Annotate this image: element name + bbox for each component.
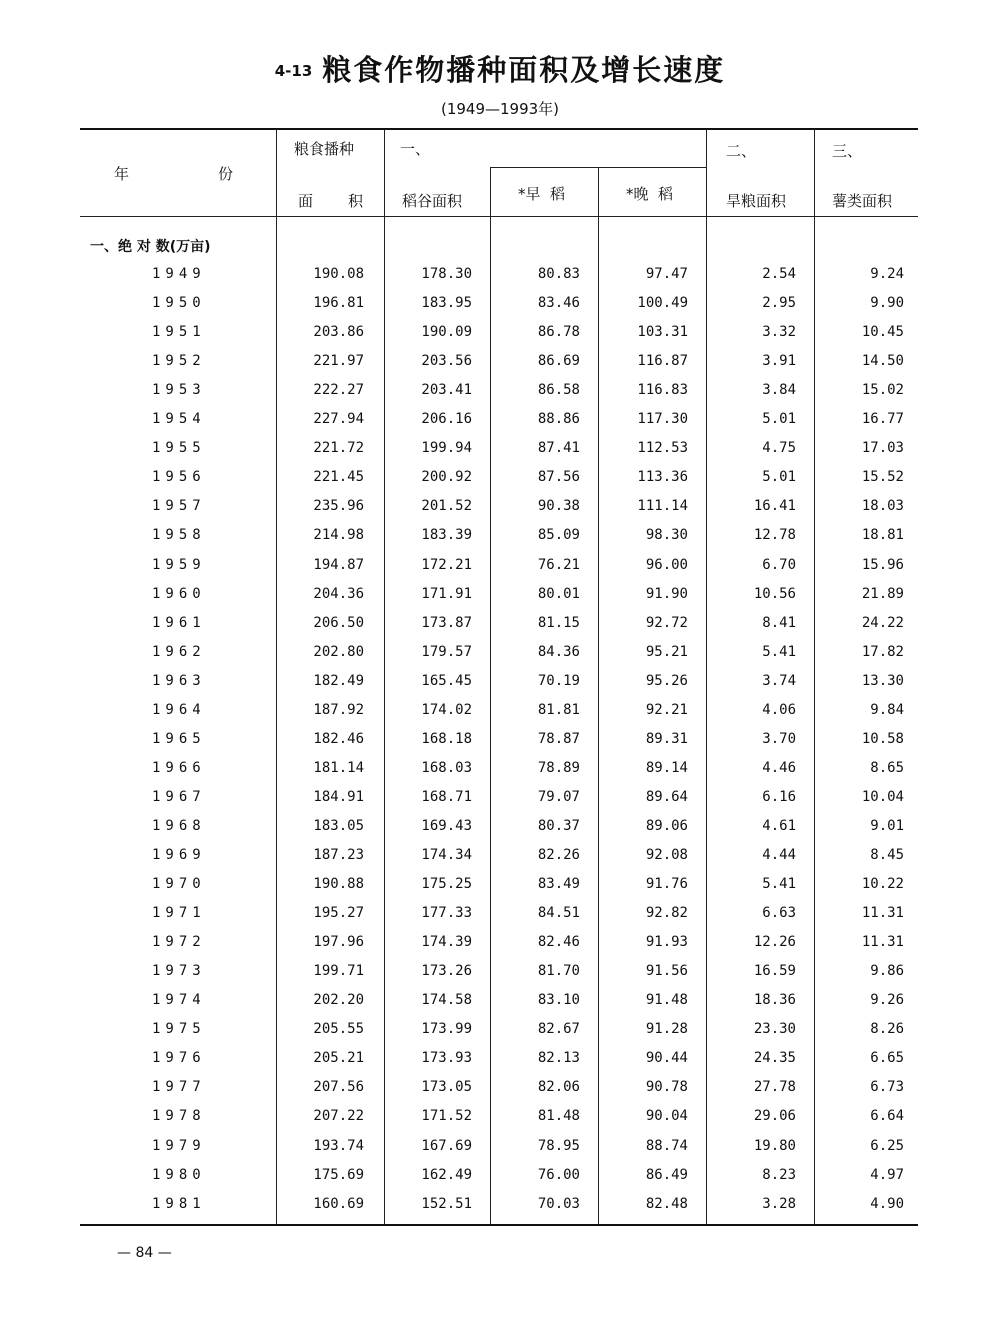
cell-rice: 190.09 — [421, 324, 472, 341]
header-group-2: 二、 — [726, 142, 757, 160]
cell-year: 1974 — [152, 992, 206, 1009]
cell-late: 89.14 — [645, 759, 688, 776]
table-row — [0, 295, 1000, 324]
cell-late: 92.21 — [645, 701, 688, 718]
cell-early: 87.56 — [537, 469, 580, 486]
header-bottom-line — [80, 216, 918, 217]
cell-rice: 174.39 — [421, 934, 472, 951]
cell-rice: 168.18 — [421, 730, 472, 747]
cell-rice: 173.99 — [421, 1021, 472, 1038]
cell-early: 82.06 — [537, 1079, 580, 1096]
cell-early: 82.26 — [537, 847, 580, 863]
table-row — [0, 789, 1000, 818]
cell-year: 1951 — [152, 324, 206, 341]
cell-grain: 182.46 — [313, 730, 364, 747]
cell-late: 98.30 — [645, 527, 688, 544]
cell-year: 1976 — [152, 1050, 206, 1067]
cell-rice: 203.56 — [421, 353, 472, 370]
cell-tuber: 9.24 — [870, 266, 904, 282]
cell-grain: 197.96 — [313, 934, 364, 951]
cell-tuber: 4.97 — [870, 1166, 904, 1183]
cell-year: 1963 — [152, 672, 206, 689]
cell-early: 82.13 — [537, 1050, 580, 1067]
cell-late: 113.36 — [637, 469, 688, 486]
cell-early: 81.70 — [537, 963, 580, 980]
cell-early: 70.03 — [537, 1195, 580, 1212]
cell-dry: 8.41 — [762, 614, 796, 631]
table-row — [0, 847, 1000, 876]
cell-late: 116.83 — [637, 382, 688, 399]
cell-early: 84.36 — [537, 643, 580, 660]
cell-dry: 4.61 — [762, 817, 796, 834]
cell-tuber: 11.31 — [861, 905, 904, 922]
cell-tuber: 17.82 — [861, 643, 904, 660]
cell-early: 81.81 — [537, 701, 580, 718]
header-rice: 稻谷面积 — [402, 192, 463, 210]
cell-dry: 3.28 — [762, 1195, 796, 1212]
table-row — [0, 934, 1000, 963]
header-year-1: 年 — [114, 165, 130, 183]
cell-rice: 169.43 — [421, 817, 472, 834]
header-group-3: 三、 — [832, 142, 863, 160]
cell-grain: 187.23 — [313, 847, 364, 863]
cell-early: 88.86 — [537, 411, 580, 428]
cell-late: 96.00 — [645, 556, 688, 573]
cell-grain: 202.20 — [313, 992, 364, 1009]
cell-rice: 177.33 — [421, 905, 472, 922]
cell-dry: 8.23 — [762, 1166, 796, 1183]
cell-year: 1965 — [152, 730, 206, 747]
table-row — [0, 702, 1000, 731]
header-year-2: 份 — [218, 165, 234, 183]
cell-tuber: 4.90 — [870, 1195, 904, 1212]
header-dry-grain: 旱粮面积 — [726, 192, 787, 210]
cell-year: 1957 — [152, 498, 206, 515]
cell-rice: 167.69 — [421, 1137, 472, 1154]
cell-rice: 174.58 — [421, 992, 472, 1009]
cell-rice: 178.30 — [421, 266, 472, 282]
cell-late: 100.49 — [637, 295, 688, 312]
cell-grain: 193.74 — [313, 1137, 364, 1154]
cell-tuber: 10.04 — [861, 788, 904, 805]
cell-tuber: 21.89 — [861, 585, 904, 602]
cell-grain: 206.50 — [313, 614, 364, 631]
cell-late: 117.30 — [637, 411, 688, 428]
cell-rice: 173.05 — [421, 1079, 472, 1096]
cell-year: 1960 — [152, 585, 206, 602]
cell-rice: 199.94 — [421, 440, 472, 457]
cell-year: 1970 — [152, 876, 206, 893]
header-late-rice: *晚 稻 — [626, 185, 674, 203]
cell-tuber: 15.96 — [861, 556, 904, 573]
cell-dry: 3.32 — [762, 324, 796, 341]
cell-rice: 200.92 — [421, 469, 472, 486]
cell-tuber: 10.45 — [861, 324, 904, 341]
cell-rice: 173.87 — [421, 614, 472, 631]
cell-year: 1949 — [152, 266, 206, 282]
table-row — [0, 557, 1000, 586]
cell-dry: 3.84 — [762, 382, 796, 399]
table-row — [0, 905, 1000, 934]
cell-tuber: 8.65 — [870, 759, 904, 776]
cell-tuber: 6.25 — [870, 1137, 904, 1154]
cell-tuber: 10.22 — [861, 876, 904, 893]
cell-rice: 162.49 — [421, 1166, 472, 1183]
cell-grain: 187.92 — [313, 701, 364, 718]
cell-tuber: 9.01 — [870, 817, 904, 834]
cell-tuber: 13.30 — [861, 672, 904, 689]
table-row — [0, 266, 1000, 295]
cell-year: 1972 — [152, 934, 206, 951]
cell-early: 86.69 — [537, 353, 580, 370]
cell-rice: 183.39 — [421, 527, 472, 544]
cell-rice: 206.16 — [421, 411, 472, 428]
cell-dry: 23.30 — [753, 1021, 796, 1038]
cell-year: 1981 — [152, 1195, 206, 1212]
cell-late: 103.31 — [637, 324, 688, 341]
cell-grain: 203.86 — [313, 324, 364, 341]
table-row — [0, 586, 1000, 615]
cell-year: 1977 — [152, 1079, 206, 1096]
cell-grain: 227.94 — [313, 411, 364, 428]
cell-early: 83.49 — [537, 876, 580, 893]
cell-early: 78.95 — [537, 1137, 580, 1154]
cell-tuber: 6.65 — [870, 1050, 904, 1067]
cell-late: 92.08 — [645, 847, 688, 863]
top-rule — [80, 128, 918, 130]
cell-year: 1956 — [152, 469, 206, 486]
table-title-text: 粮食作物播种面积及增长速度 — [322, 53, 726, 87]
cell-grain: 195.27 — [313, 905, 364, 922]
cell-late: 89.06 — [645, 817, 688, 834]
cell-dry: 4.06 — [762, 701, 796, 718]
cell-tuber: 18.03 — [861, 498, 904, 515]
cell-grain: 196.81 — [313, 295, 364, 312]
cell-early: 80.83 — [537, 266, 580, 282]
cell-dry: 5.01 — [762, 411, 796, 428]
cell-early: 78.89 — [537, 759, 580, 776]
cell-year: 1964 — [152, 701, 206, 718]
cell-grain: 194.87 — [313, 556, 364, 573]
table-row — [0, 760, 1000, 789]
cell-late: 116.87 — [637, 353, 688, 370]
cell-grain: 204.36 — [313, 585, 364, 602]
cell-dry: 3.91 — [762, 353, 796, 370]
cell-grain: 181.14 — [313, 759, 364, 776]
table-row — [0, 498, 1000, 527]
cell-dry: 3.74 — [762, 672, 796, 689]
header-early-rice: *早 稻 — [518, 185, 566, 203]
cell-rice: 168.03 — [421, 759, 472, 776]
cell-grain: 221.72 — [313, 440, 364, 457]
cell-rice: 173.26 — [421, 963, 472, 980]
cell-dry: 4.46 — [762, 759, 796, 776]
cell-early: 80.01 — [537, 585, 580, 602]
cell-rice: 174.02 — [421, 701, 472, 718]
cell-tuber: 17.03 — [861, 440, 904, 457]
cell-year: 1955 — [152, 440, 206, 457]
cell-late: 86.49 — [645, 1166, 688, 1183]
cell-rice: 168.71 — [421, 788, 472, 805]
cell-year: 1961 — [152, 614, 206, 631]
cell-year: 1959 — [152, 556, 206, 573]
cell-dry: 4.75 — [762, 440, 796, 457]
cell-dry: 5.01 — [762, 469, 796, 486]
cell-grain: 221.97 — [313, 353, 364, 370]
cell-rice: 165.45 — [421, 672, 472, 689]
cell-early: 81.48 — [537, 1108, 580, 1125]
cell-year: 1969 — [152, 847, 206, 863]
table-title — [0, 48, 1000, 89]
cell-grain: 202.80 — [313, 643, 364, 660]
cell-early: 82.46 — [537, 934, 580, 951]
header-grain-bottom-1: 面 — [298, 192, 314, 210]
cell-late: 91.28 — [645, 1021, 688, 1038]
table-row — [0, 1167, 1000, 1196]
cell-grain: 207.22 — [313, 1108, 364, 1125]
cell-late: 89.64 — [645, 788, 688, 805]
cell-dry: 12.26 — [753, 934, 796, 951]
cell-year: 1980 — [152, 1166, 206, 1183]
cell-rice: 183.95 — [421, 295, 472, 312]
table-row — [0, 992, 1000, 1021]
cell-tuber: 9.84 — [870, 701, 904, 718]
cell-late: 88.74 — [645, 1137, 688, 1154]
cell-rice: 171.91 — [421, 585, 472, 602]
cell-tuber: 9.26 — [870, 992, 904, 1009]
cell-dry: 3.70 — [762, 730, 796, 747]
cell-grain: 190.08 — [313, 266, 364, 282]
table-row — [0, 731, 1000, 760]
cell-year: 1966 — [152, 759, 206, 776]
cell-dry: 6.70 — [762, 556, 796, 573]
cell-dry: 5.41 — [762, 876, 796, 893]
cell-early: 90.38 — [537, 498, 580, 515]
table-row — [0, 324, 1000, 353]
cell-early: 78.87 — [537, 730, 580, 747]
cell-tuber: 9.86 — [870, 963, 904, 980]
cell-early: 84.51 — [537, 905, 580, 922]
cell-early: 82.67 — [537, 1021, 580, 1038]
cell-late: 89.31 — [645, 730, 688, 747]
cell-tuber: 18.81 — [861, 527, 904, 544]
cell-early: 76.21 — [537, 556, 580, 573]
cell-late: 91.93 — [645, 934, 688, 951]
cell-year: 1978 — [152, 1108, 206, 1125]
cell-dry: 24.35 — [753, 1050, 796, 1067]
table-row — [0, 644, 1000, 673]
cell-grain: 205.21 — [313, 1050, 364, 1067]
cell-dry: 10.56 — [753, 585, 796, 602]
cell-late: 92.82 — [645, 905, 688, 922]
cell-tuber: 16.77 — [861, 411, 904, 428]
cell-dry: 16.41 — [753, 498, 796, 515]
section-label: 一、绝 对 数(万亩) — [90, 239, 211, 255]
cell-early: 87.41 — [537, 440, 580, 457]
table-row — [0, 411, 1000, 440]
cell-grain: 205.55 — [313, 1021, 364, 1038]
cell-tuber: 6.64 — [870, 1108, 904, 1125]
cell-dry: 16.59 — [753, 963, 796, 980]
cell-year: 1971 — [152, 905, 206, 922]
cell-year: 1975 — [152, 1021, 206, 1038]
cell-year: 1962 — [152, 643, 206, 660]
cell-dry: 4.44 — [762, 847, 796, 863]
table-row — [0, 818, 1000, 847]
cell-dry: 6.63 — [762, 905, 796, 922]
header-grain-bottom-2: 积 — [348, 192, 364, 210]
table-row — [0, 469, 1000, 498]
cell-grain: 175.69 — [313, 1166, 364, 1183]
cell-year: 1968 — [152, 817, 206, 834]
table-row — [0, 382, 1000, 411]
cell-late: 91.76 — [645, 876, 688, 893]
cell-early: 79.07 — [537, 788, 580, 805]
page-number: — 84 — — [117, 1245, 172, 1261]
table-row — [0, 963, 1000, 992]
cell-dry: 5.41 — [762, 643, 796, 660]
cell-late: 97.47 — [645, 266, 688, 282]
cell-rice: 179.57 — [421, 643, 472, 660]
cell-early: 80.37 — [537, 817, 580, 834]
cell-tuber: 15.52 — [861, 469, 904, 486]
cell-late: 112.53 — [637, 440, 688, 457]
cell-grain: 199.71 — [313, 963, 364, 980]
cell-early: 86.78 — [537, 324, 580, 341]
cell-late: 90.04 — [645, 1108, 688, 1125]
cell-dry: 29.06 — [753, 1108, 796, 1125]
cell-grain: 221.45 — [313, 469, 364, 486]
cell-late: 91.90 — [645, 585, 688, 602]
cell-grain: 190.88 — [313, 876, 364, 893]
cell-rice: 203.41 — [421, 382, 472, 399]
cell-early: 86.58 — [537, 382, 580, 399]
cell-grain: 184.91 — [313, 788, 364, 805]
table-row — [0, 1138, 1000, 1167]
cell-rice: 173.93 — [421, 1050, 472, 1067]
cell-year: 1952 — [152, 353, 206, 370]
cell-tuber: 6.73 — [870, 1079, 904, 1096]
cell-late: 95.26 — [645, 672, 688, 689]
cell-dry: 6.16 — [762, 788, 796, 805]
cell-dry: 12.78 — [753, 527, 796, 544]
cell-tuber: 15.02 — [861, 382, 904, 399]
header-grain-top: 粮食播种 — [294, 140, 355, 158]
cell-grain: 235.96 — [313, 498, 364, 515]
cell-late: 82.48 — [645, 1195, 688, 1212]
cell-late: 111.14 — [637, 498, 688, 515]
cell-dry: 19.80 — [753, 1137, 796, 1154]
table-row — [0, 440, 1000, 469]
cell-tuber: 14.50 — [861, 353, 904, 370]
cell-rice: 201.52 — [421, 498, 472, 515]
cell-early: 85.09 — [537, 527, 580, 544]
table-row — [0, 1050, 1000, 1079]
table-row — [0, 615, 1000, 644]
cell-tuber: 9.90 — [870, 295, 904, 312]
cell-grain: 182.49 — [313, 672, 364, 689]
cell-rice: 152.51 — [421, 1195, 472, 1212]
cell-early: 76.00 — [537, 1166, 580, 1183]
cell-tuber: 11.31 — [861, 934, 904, 951]
cell-year: 1953 — [152, 382, 206, 399]
cell-year: 1958 — [152, 527, 206, 544]
table-row — [0, 527, 1000, 556]
cell-late: 95.21 — [645, 643, 688, 660]
cell-dry: 2.95 — [762, 295, 796, 312]
cell-late: 90.78 — [645, 1079, 688, 1096]
table-row — [0, 1108, 1000, 1137]
cell-rice: 175.25 — [421, 876, 472, 893]
table-row — [0, 1196, 1000, 1225]
table-row — [0, 353, 1000, 382]
cell-late: 91.48 — [645, 992, 688, 1009]
cell-grain: 214.98 — [313, 527, 364, 544]
cell-grain: 207.56 — [313, 1079, 364, 1096]
table-row — [0, 876, 1000, 905]
header-tuber: 薯类面积 — [832, 192, 893, 210]
cell-rice: 174.34 — [421, 847, 472, 863]
cell-early: 83.46 — [537, 295, 580, 312]
table-row — [0, 1079, 1000, 1108]
cell-year: 1954 — [152, 411, 206, 428]
cell-tuber: 24.22 — [861, 614, 904, 631]
table-subtitle: (1949—1993年) — [440, 100, 560, 118]
table-row — [0, 1021, 1000, 1050]
cell-rice: 172.21 — [421, 556, 472, 573]
cell-dry: 27.78 — [753, 1079, 796, 1096]
cell-tuber: 8.45 — [870, 847, 904, 863]
cell-year: 1973 — [152, 963, 206, 980]
cell-tuber: 8.26 — [870, 1021, 904, 1038]
cell-late: 92.72 — [645, 614, 688, 631]
cell-grain: 222.27 — [313, 382, 364, 399]
cell-grain: 183.05 — [313, 817, 364, 834]
table-number: 4-13 — [274, 62, 313, 80]
cell-late: 91.56 — [645, 963, 688, 980]
cell-late: 90.44 — [645, 1050, 688, 1067]
cell-rice: 171.52 — [421, 1108, 472, 1125]
cell-early: 70.19 — [537, 672, 580, 689]
table-row — [0, 673, 1000, 702]
cell-early: 83.10 — [537, 992, 580, 1009]
cell-early: 81.15 — [537, 614, 580, 631]
header-group-1: 一、 — [400, 140, 431, 158]
cell-year: 1950 — [152, 295, 206, 312]
cell-year: 1979 — [152, 1137, 206, 1154]
cell-dry: 18.36 — [753, 992, 796, 1009]
cell-grain: 160.69 — [313, 1195, 364, 1212]
cell-dry: 2.54 — [762, 266, 796, 282]
cell-tuber: 10.58 — [861, 730, 904, 747]
cell-year: 1967 — [152, 788, 206, 805]
